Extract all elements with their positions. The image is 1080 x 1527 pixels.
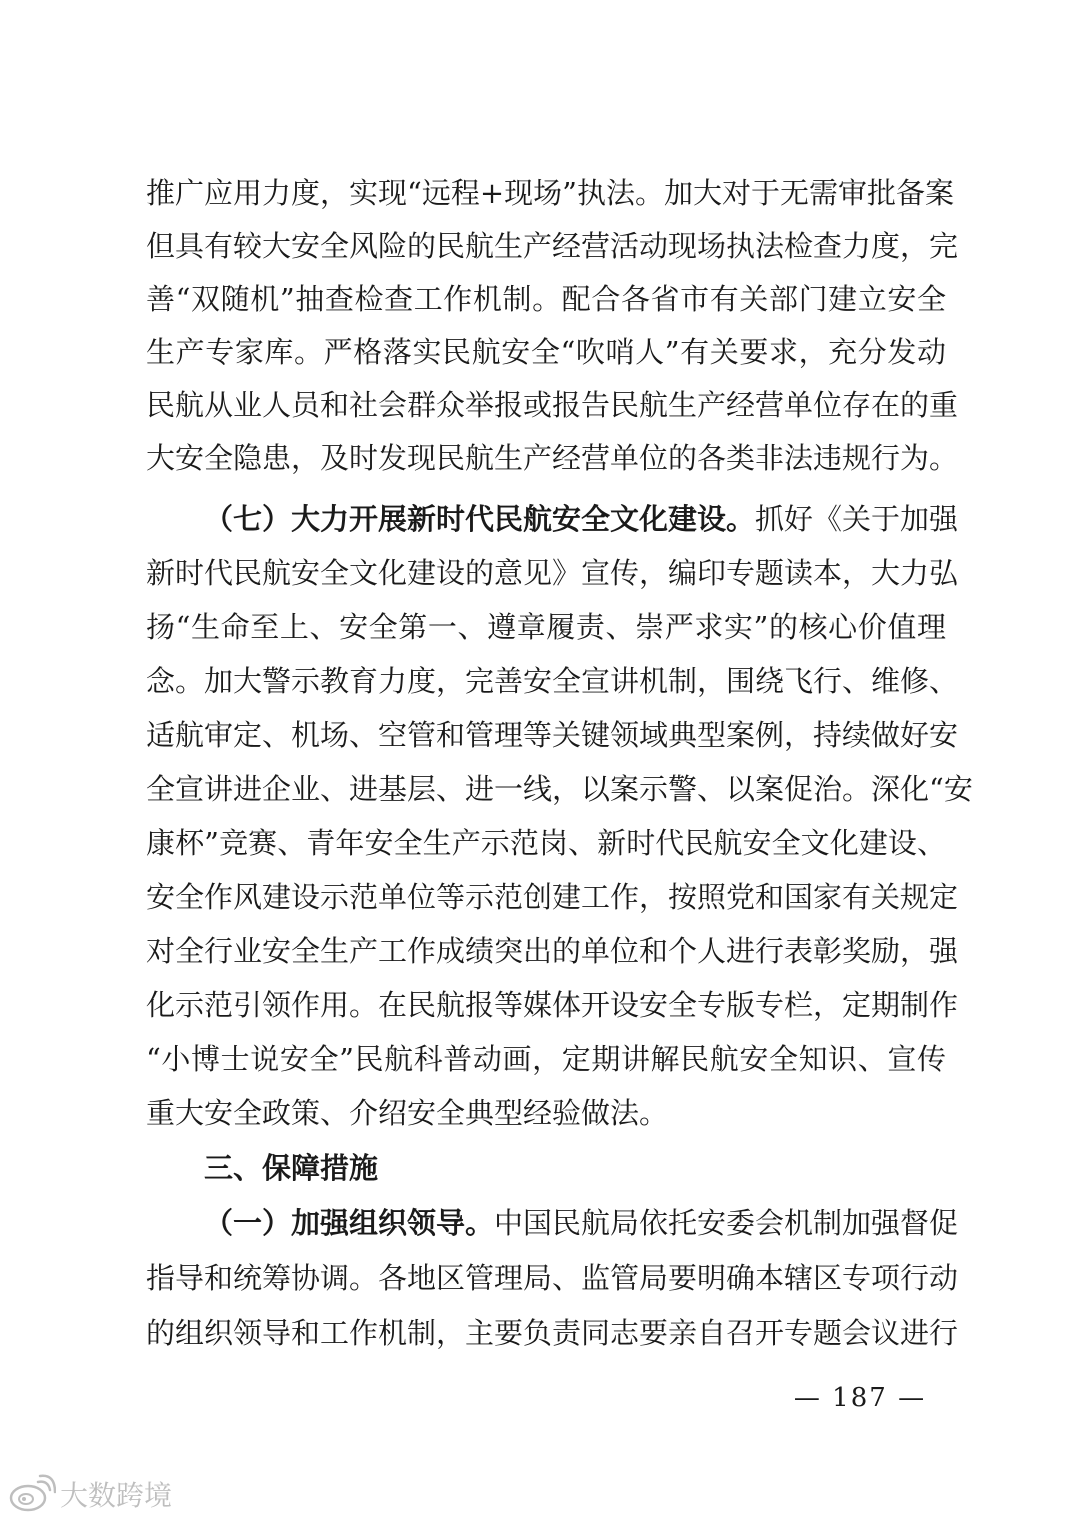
- paragraph-line: 民航从业人员和社会群众举报或报告民航生产经营单位存在的重: [146, 388, 959, 422]
- paragraph-line: 新时代民航安全文化建设的意见》宣传，编印专题读本，大力弘: [146, 556, 959, 590]
- paragraph-line: 大安全隐患，及时发现民航生产经营单位的各类非法违规行为。: [146, 441, 959, 475]
- paragraph-line: 重大安全政策、介绍安全典型经验做法。: [146, 1096, 669, 1130]
- section-3-1-first-line-text: 中国民航局依托安委会机制加强督促: [494, 1206, 959, 1240]
- paragraph-line: 生产专家库。严格落实民航安全“吹哨人”有关要求，充分发动: [146, 335, 946, 369]
- paragraph-line: 安全作风建设示范单位等示范创建工作，按照党和国家有关规定: [146, 880, 959, 914]
- paragraph-line: “小博士说安全”民航科普动画，定期讲解民航安全知识、宣传: [146, 1042, 946, 1076]
- section-3-heading: 三、保障措施: [204, 1151, 379, 1185]
- paragraph-line: 对全行业安全生产工作成绩突出的单位和个人进行表彰奖励，强: [146, 934, 959, 968]
- watermark-text: 大数跨境: [60, 1479, 173, 1512]
- weibo-logo-icon: [8, 1474, 56, 1514]
- paragraph-line: 康杯”竞赛、青年安全生产示范岗、新时代民航安全文化建设、: [146, 826, 946, 860]
- paragraph-line: 但具有较大安全风险的民航生产经营活动现场执法检查力度，完: [146, 229, 959, 263]
- paragraph-line: 念。加大警示教育力度，完善安全宣讲机制，围绕飞行、维修、: [146, 664, 959, 698]
- paragraph-line: 扬“生命至上、安全第一、遵章履责、崇严求实”的核心价值理: [146, 610, 946, 644]
- section-3-1-first-line: [204, 1201, 959, 1245]
- section-3-1-heading: （一）加强组织领导。: [204, 1206, 495, 1240]
- paragraph-line: 化示范引领作用。在民航报等媒体开设安全专版专栏，定期制作: [146, 988, 959, 1022]
- section-7-heading: （七）大力开展新时代民航安全文化建设。: [204, 502, 756, 536]
- paragraph-line: 全宣讲进企业、进基层、进一线，以案示警、以案促治。深化“安: [146, 772, 973, 806]
- page-number: — 187 —: [793, 1383, 927, 1413]
- paragraph-line: 善“双随机”抽查检查工作机制。配合各省市有关部门建立安全: [146, 282, 946, 316]
- paragraph-line: 适航审定、机场、空管和管理等关键领域典型案例，持续做好安: [146, 718, 959, 752]
- paragraph-line: 的组织领导和工作机制，主要负责同志要亲自召开专题会议进行: [146, 1316, 959, 1350]
- section-7-first-line-text: 抓好《关于加强: [755, 502, 959, 536]
- section-7-first-line: [204, 497, 959, 541]
- watermark: [8, 1468, 172, 1520]
- paragraph-line: 指导和统筹协调。各地区管理局、监管局要明确本辖区专项行动: [146, 1261, 959, 1295]
- paragraph-line: 推广应用力度，实现“远程+现场”执法。加大对于无需审批备案: [146, 176, 954, 210]
